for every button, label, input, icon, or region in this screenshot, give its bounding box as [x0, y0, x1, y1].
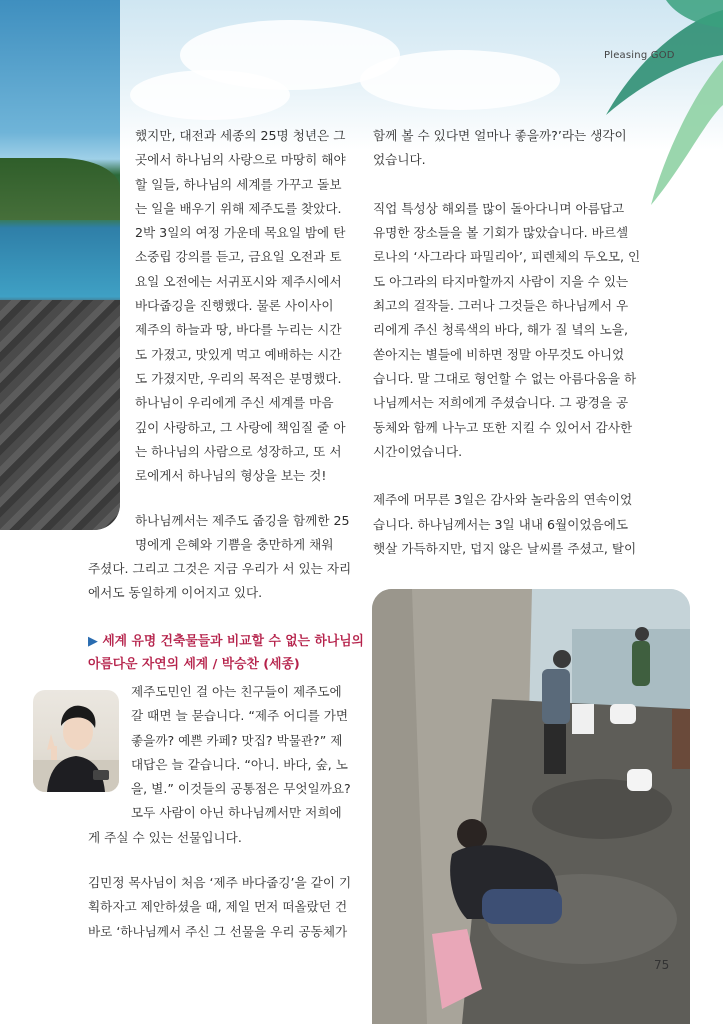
left-column-profile-indent [131, 680, 351, 826]
text-line: 함께 볼 수 있다면 얼마나 좋을까?’라는 생각이 [373, 128, 627, 143]
text-line: 로나의 ‘사그라다 파밀리아’, 피렌체의 두오모, 인 [373, 249, 641, 265]
page-number: 75 [654, 958, 670, 972]
text-line: 제주도민인 걸 아는 친구들이 제주도에 [131, 684, 342, 699]
subheading-line-2: 아름다운 자연의 세계 / 박승찬 (세종) [88, 657, 300, 672]
text-line: 요일 오전에는 서귀포시와 제주시에서 [135, 273, 342, 289]
text-line: 도 가졌고, 맛있게 먹고 예배하는 시간 [135, 346, 342, 362]
paragraph-gap [373, 173, 640, 197]
subheading-text: 세계 유명 건축물들과 비교할 수 없는 하나님의 [102, 634, 364, 649]
text-line: 직업 특성상 해외를 많이 돌아다니며 아름답고 [373, 200, 625, 216]
cloud-shape [360, 50, 560, 110]
text-line: 좋을까? 예쁜 카페? 맛집? 박물관?” 제 [131, 732, 343, 748]
text-line: 소중립 강의를 듣고, 금요일 오전과 토 [135, 249, 342, 265]
left-column-top [135, 124, 346, 488]
text-line: 김민정 목사님이 처음 ‘제주 바다줍깅’을 같이 기 [88, 875, 352, 890]
text-line: 하나님께서는 제주도 줍깅을 함께한 25 [135, 513, 350, 528]
text-line: 도 가졌지만, 우리의 목적은 분명했다. [135, 370, 342, 386]
person-portrait-icon [33, 690, 119, 792]
text-line: 제주에 머무른 3일은 감사와 놀라움의 연속이었 [373, 492, 633, 508]
triangle-marker-icon: ▶ [88, 634, 98, 649]
text-line: 쏟아지는 별들에 비하면 정말 아무것도 아니었 [373, 346, 625, 362]
text-line: 2박 3일의 여정 가운데 목요일 밤에 탄 [135, 225, 346, 241]
text-line: 하나님이 우리에게 주신 세계를 마음 [135, 395, 334, 411]
text-line: 을, 별.” 이것들의 공통점은 무엇일까요? [131, 781, 351, 797]
text-line: 는 일을 배우기 위해 제주도를 찾았다. [135, 200, 342, 216]
text-line: 획하자고 제안하셨을 때, 제일 먼저 떠올랐던 건 [88, 899, 348, 915]
text-line: 게 주실 수 있는 선물입니다. [88, 830, 242, 845]
text-line: 모두 사람이 아닌 하나님께서만 저희에 [131, 805, 342, 821]
text-line: 할 일들, 하나님의 세계를 가꾸고 돌보 [135, 176, 342, 192]
island-shape [0, 158, 120, 220]
seaside-rock-photo [0, 0, 120, 530]
text-line: 주셨다. 그리고 그것은 지금 우리가 서 있는 자리 [88, 561, 352, 576]
cleanup-scene-illustration [372, 589, 690, 1024]
right-column [373, 124, 640, 561]
text-line: 에서도 동일하게 이어지고 있다. [88, 585, 263, 601]
text-line: 최고의 걸작들. 그러나 그것들은 하나님께서 우 [373, 298, 629, 314]
beach-cleanup-photo [372, 589, 690, 1024]
left-column-mid-indent [135, 509, 350, 558]
left-column-profile-full [88, 826, 242, 850]
text-line: 나님께서는 저희에게 주셨습니다. 그 광경을 공 [373, 395, 629, 411]
text-line: 했지만, 대전과 세종의 25명 청년은 그 [135, 128, 346, 143]
section-subheading [88, 630, 364, 676]
text-line: 었습니다. [373, 152, 426, 168]
text-line: 유명한 장소들을 볼 기회가 많았습니다. 바르셀 [373, 225, 629, 241]
text-line: 대답은 늘 같습니다. “아니. 바다, 숲, 노 [131, 756, 348, 772]
text-line: 로에게서 하나님의 형상을 보는 것! [135, 468, 327, 484]
author-portrait [33, 690, 119, 792]
text-line: 깊이 사랑하고, 그 사랑에 책임질 줄 아 [135, 419, 346, 435]
text-line: 시간이었습니다. [373, 443, 463, 459]
text-line: 습니다. 하나님께서는 3일 내내 6월이었음에도 [373, 516, 629, 532]
text-line: 제주의 하늘과 땅, 바다를 누리는 시간 [135, 322, 342, 338]
subheading-line-1 [88, 630, 364, 653]
text-line: 갈 때면 늘 묻습니다. “제주 어디를 가면 [131, 708, 349, 724]
rocks-shape [0, 300, 120, 530]
left-column-mid-full [88, 557, 351, 606]
text-line: 바다줍깅을 진행했다. 물론 사이사이 [135, 298, 334, 314]
text-line: 동체와 함께 나누고 또한 지킬 수 있어서 감사한 [373, 419, 633, 435]
text-line: 도 아그라의 타지마할까지 사람이 지을 수 있는 [373, 273, 629, 289]
text-line: 햇살 가득하지만, 덥지 않은 날씨를 주셨고, 탈이 [373, 541, 637, 557]
text-line: 명에게 은혜와 기쁨을 충만하게 채워 [135, 537, 334, 553]
text-line: 리에게 주신 청록색의 바다, 해가 질 녘의 노을, [373, 322, 629, 338]
text-line: 습니다. 말 그대로 형언할 수 없는 아름다움을 하 [373, 370, 637, 386]
text-line: 곳에서 하나님의 사랑으로 마땅히 해야 [135, 152, 346, 168]
section-tag: Pleasing GOD [604, 50, 675, 61]
left-column-bottom [88, 871, 351, 944]
text-line: 바로 ‘하나님께서 주신 그 선물을 우리 공동체가 [88, 923, 348, 939]
paragraph-gap [373, 464, 640, 488]
cloud-shape [130, 70, 290, 120]
text-line: 는 하나님의 사람으로 성장하고, 또 서 [135, 443, 342, 459]
